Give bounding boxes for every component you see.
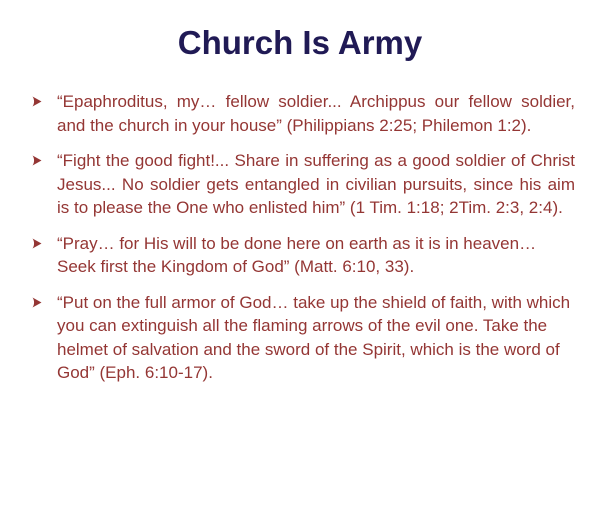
bullet-item-epaphroditus [30,90,575,137]
bullet-arrow-icon [32,155,42,166]
bullet-arrow-icon [32,297,42,308]
bullet-text: “Put on the full armor of God… take up the shield of faith, with which you can extinguish all the flaming arrows of the evil one. Take the helmet of salvation and the sword of the Spirit, which is the word of God” (Eph. 6:10-17). [57,292,571,382]
bullet-item-fight-the-good-fight [30,149,575,220]
bullet-arrow-icon [32,238,42,249]
bullet-text: “Pray… for His will to be done here on earth as it is in heaven… Seek first the Kingdom of God” (Matt. 6:10, 33). [57,233,537,276]
bullet-text: “Fight the good fight!... Share in suffering as a good soldier of Christ Jesus... No soldier gets entangled in civilian pursuits, since his aim is to please the One who enlisted him” (1 Tim. 1:18; 2Tim. 2:3, 2:4). [57,151,575,217]
bullet-list [30,90,575,385]
slide-title: Church Is Army [177,24,423,61]
bullet-item-armor-of-god [30,291,575,385]
bullet-arrow-icon [32,96,42,107]
bullet-item-pray [30,232,575,279]
slide-canvas [0,24,600,524]
bullet-text: “Epaphroditus, my… fellow soldier... Archippus our fellow soldier, and the church in your house” (Philippians 2:25; Philemon 1:2). [57,92,575,135]
